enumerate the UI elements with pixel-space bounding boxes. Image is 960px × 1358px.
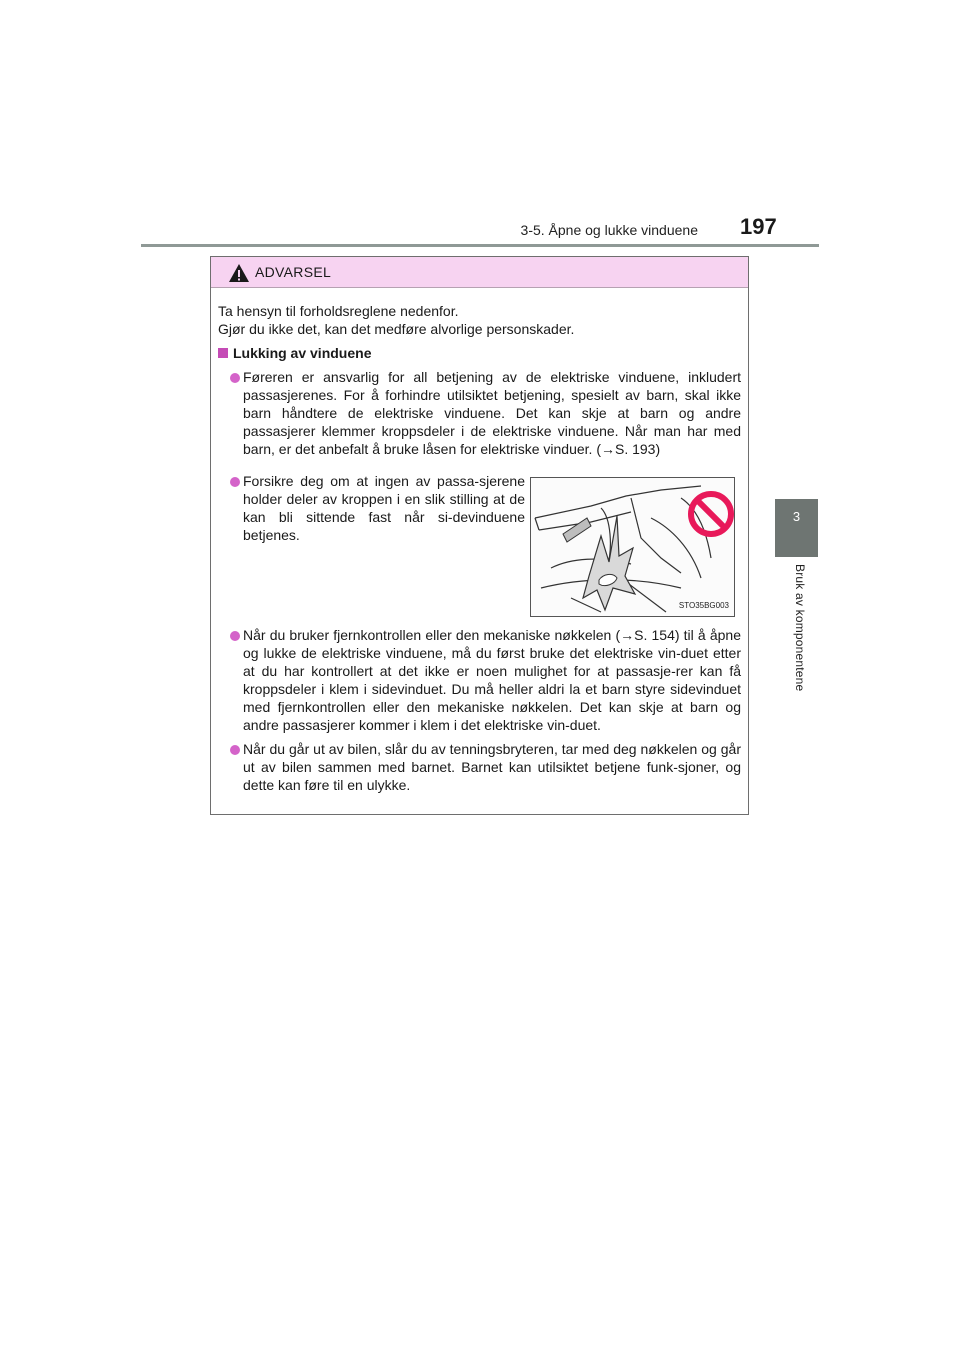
subsection-heading — [218, 344, 741, 362]
list-item — [218, 740, 741, 794]
image-code: STO35BG003 — [678, 601, 729, 610]
warning-box — [210, 256, 749, 815]
warning-title: ADVARSEL — [255, 264, 332, 280]
list-item-text: Når du bruker fjernkontrollen eller den mekaniske nøkkelen (→S. 154) til å åpne og lukke de elektriske vinduene, må du først bruke det elektriske vin-duet etter at du har kontrollert at det ikke er noen mulighet for at passasje-rer kan få kroppsdeler i klem i sidevinduet. Du må heller aldri la et barn styre sidevinduet med fjernkontrollen eller den mekaniske nøkkelen. Det kan skje at barn og andre passasjerer kommer i klem i det elektriske vin-duet. — [243, 627, 741, 733]
round-bullet-icon — [230, 631, 240, 641]
chapter-tab[interactable] — [775, 499, 818, 557]
section-title: 3-5. Åpne og lukke vinduene — [520, 222, 698, 238]
list-item — [218, 368, 741, 458]
list-item-text: Føreren er ansvarlig for all betjening av de elektriske vinduene, inkludert passasjerenes. For å forhindre utilsiktet betjening, spesielt av barn, skal ikke barn håndtere de elektriske vinduene. Det kan skje at barn og andre passasjerer klemmer kroppsdeler i de elektriske vinduene. Når man har med barn, er det anbefalt å bruke låsen for elektriske vinduer. (→S. 193) — [243, 369, 741, 457]
round-bullet-icon — [230, 745, 240, 755]
list-item — [218, 626, 741, 734]
warning-header — [211, 257, 748, 288]
round-bullet-icon — [230, 477, 240, 487]
warning-body — [211, 288, 748, 794]
intro-line-2: Gjør du ikke det, kan det medføre alvorlige personskader. — [218, 321, 575, 337]
window-pinch-illustration — [531, 478, 734, 616]
heading-text: Lukking av vinduene — [233, 345, 372, 361]
list-item-text: Når du går ut av bilen, slår du av tenningsbryteren, tar med deg nøkkelen og går ut av bilen sammen med barnet. Barnet kan utilsiktet betjene funk-sjoner, og dette kan føre til en ulykke. — [243, 741, 741, 793]
page-number: 197 — [740, 214, 777, 239]
warning-triangle-icon — [228, 263, 250, 283]
intro-line-1: Ta hensyn til forholdsreglene nedenfor. — [218, 303, 459, 319]
list-item-with-illustration — [218, 472, 741, 617]
round-bullet-icon — [230, 373, 240, 383]
header-rule — [141, 244, 819, 247]
chapter-number: 3 — [792, 509, 801, 524]
square-bullet-icon — [218, 348, 228, 358]
list-item-text: Forsikre deg om at ingen av passa-sjerene holder deler av kroppen i en slik stilling at de kan bli sittende fast når si-devinduene betjenes. — [243, 473, 525, 543]
illustration — [530, 477, 735, 617]
chapter-title: Bruk av komponentene — [793, 564, 807, 692]
prohibition-icon — [691, 494, 731, 534]
list-item — [218, 472, 525, 617]
